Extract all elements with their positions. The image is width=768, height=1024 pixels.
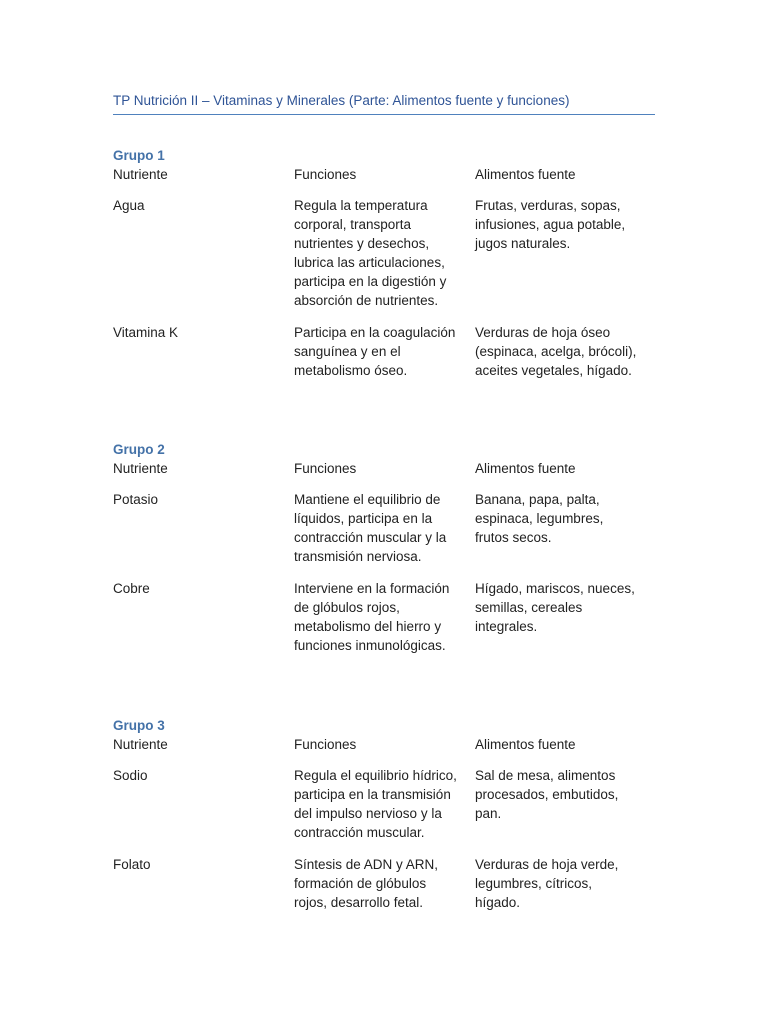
group-heading: Grupo 1 <box>113 148 165 163</box>
sources-cell: Verduras de hoja óseo (espinaca, acelga, brócoli), aceites vegetales, hígado. <box>475 325 637 378</box>
functions-cell: Interviene en la formación de glóbulos rojos, metabolismo del hierro y funciones inmunológicas. <box>294 581 450 653</box>
nutrient-cell: Potasio <box>113 492 159 507</box>
table-header-row <box>113 735 655 754</box>
sources-cell: Frutas, verduras, sopas, infusiones, agua potable, jugos naturales. <box>475 198 626 251</box>
functions-cell: Regula el equilibrio hídrico, participa en la transmisión del impulso nervioso y la contracción muscular. <box>294 768 457 840</box>
table-row <box>113 196 655 310</box>
sources-cell: Sal de mesa, alimentos procesados, embutidos, pan. <box>475 768 619 821</box>
column-header-sources: Alimentos fuente <box>475 167 576 182</box>
table-row <box>113 323 655 380</box>
column-header-functions: Funciones <box>294 167 357 182</box>
column-header-nutrient: Nutriente <box>113 737 168 752</box>
table-row <box>113 766 655 842</box>
column-header-sources: Alimentos fuente <box>475 461 576 476</box>
table-header-row <box>113 165 655 184</box>
group-heading: Grupo 3 <box>113 718 165 733</box>
column-header-sources: Alimentos fuente <box>475 737 576 752</box>
functions-cell: Regula la temperatura corporal, transporta nutrientes y desechos, lubrica las articulaciones, participa en la digestión y absorción de nutrientes. <box>294 198 447 308</box>
column-header-functions: Funciones <box>294 461 357 476</box>
group-2-section <box>113 440 655 668</box>
table-row <box>113 579 655 655</box>
functions-cell: Participa en la coagulación sanguínea y en el metabolismo óseo. <box>294 325 456 378</box>
group-1-section <box>113 146 655 393</box>
functions-cell: Mantiene el equilibrio de líquidos, participa en la contracción muscular y la transmisión nerviosa. <box>294 492 447 564</box>
table-row <box>113 490 655 566</box>
table-header-row <box>113 459 655 478</box>
column-header-nutrient: Nutriente <box>113 167 168 182</box>
sources-cell: Verduras de hoja verde, legumbres, cítricos, hígado. <box>475 857 619 910</box>
group-3-section <box>113 716 655 925</box>
document-title: TP Nutrición II – Vitaminas y Minerales (Parte: Alimentos fuente y funciones) <box>113 93 655 115</box>
column-header-functions: Funciones <box>294 737 357 752</box>
nutrient-cell: Sodio <box>113 768 148 783</box>
table-row <box>113 855 655 912</box>
sources-cell: Banana, papa, palta, espinaca, legumbres, frutos secos. <box>475 492 604 545</box>
nutrient-cell: Folato <box>113 857 151 872</box>
column-header-nutrient: Nutriente <box>113 461 168 476</box>
nutrient-cell: Agua <box>113 198 145 213</box>
sources-cell: Hígado, mariscos, nueces, semillas, cereales integrales. <box>475 581 635 634</box>
nutrient-cell: Vitamina K <box>113 325 179 340</box>
functions-cell: Síntesis de ADN y ARN, formación de glóbulos rojos, desarrollo fetal. <box>294 857 439 910</box>
nutrient-cell: Cobre <box>113 581 150 596</box>
group-heading: Grupo 2 <box>113 442 165 457</box>
